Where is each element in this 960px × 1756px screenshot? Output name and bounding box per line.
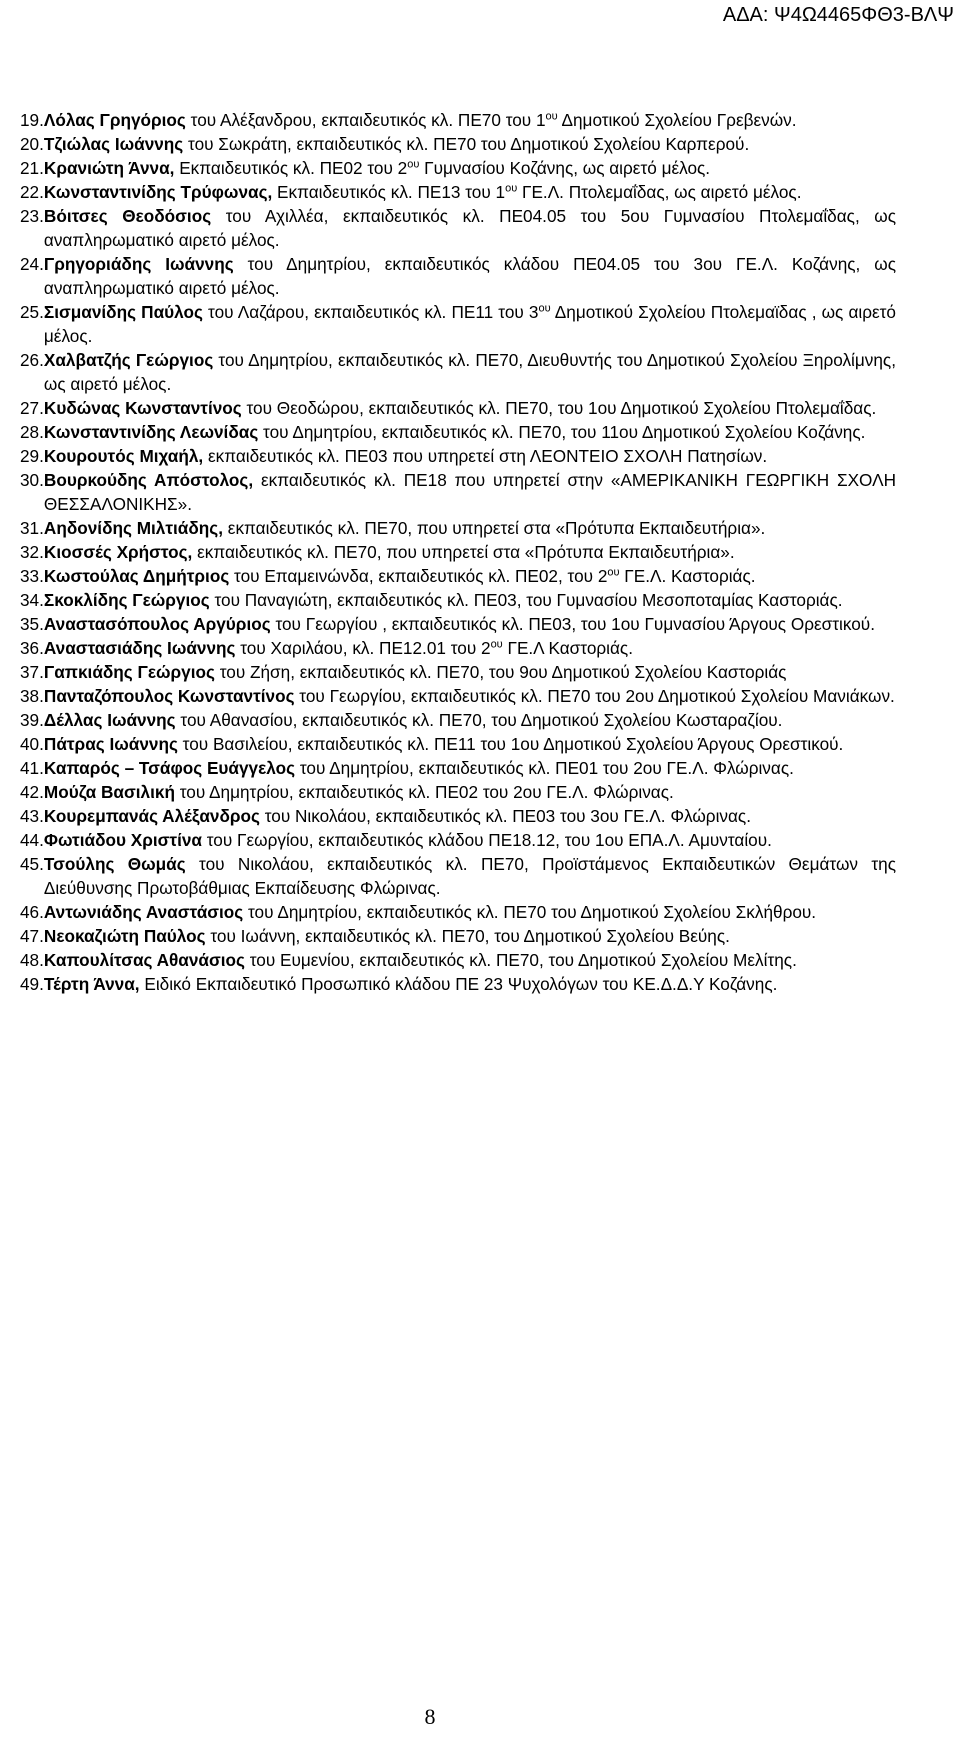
- list-item: [20, 828, 896, 852]
- member-details-rest: Δημοτικού Σχολείου Πτολεμαϊδας , ως αιρετό μέλος.: [43, 302, 896, 346]
- item-number: 29.: [20, 446, 44, 466]
- item-number: 32.: [20, 542, 44, 562]
- ordinal-suffix: ου: [490, 638, 503, 651]
- item-text: [44, 732, 896, 756]
- item-number: 28.: [20, 422, 44, 442]
- list-item: [20, 660, 896, 684]
- item-text: [44, 588, 896, 612]
- list-item: [20, 900, 896, 924]
- list-item: [20, 804, 896, 828]
- item-number: 38.: [20, 686, 44, 706]
- member-name: Κυδώνας Κωνσταντίνος: [43, 398, 242, 418]
- member-name: Κρανιώτη Άννα,: [43, 158, 175, 178]
- item-number: 19.: [20, 110, 44, 130]
- member-details: του Αλέξανδρου, εκπαιδευτικός κλ. ΠΕ70 του 1: [185, 110, 546, 130]
- member-name: Κουρεμπανάς Αλέξανδρος: [43, 806, 260, 826]
- ordinal-suffix: ου: [545, 110, 558, 123]
- member-name: Κωνσταντινίδης Λεωνίδας: [43, 422, 259, 442]
- member-details: του Δημητρίου, εκπαιδευτικός κλάδου ΠΕ04.05 του 3ου ΓΕ.Λ. Κοζάνης, ως αναπληρωματικό αιρετό μέλος.: [43, 254, 896, 298]
- member-details: του Γεωργίου, εκπαιδευτικός κλ. ΠΕ70 του 2ου Δημοτικού Σχολείου Μανιάκων.: [294, 686, 895, 706]
- list-item: [20, 396, 896, 420]
- member-details: του Βασιλείου, εκπαιδευτικός κλ. ΠΕ11 του 1ου Δημοτικού Σχολείου Άργους Ορεστικού.: [177, 734, 844, 754]
- member-details: εκπαιδευτικός κλ. ΠΕ70, που υπηρετεί στα «Πρότυπα Εκπαιδευτήρια».: [192, 542, 735, 562]
- member-details: του Λαζάρου, εκπαιδευτικός κλ. ΠΕ11 του 3: [202, 302, 539, 322]
- list-item: [20, 852, 896, 900]
- member-name: Φωτιάδου Χριστίνα: [43, 830, 202, 850]
- item-text: [44, 444, 896, 468]
- member-details: του Αχιλλέα, εκπαιδευτικός κλ. ΠΕ04.05 του 5ου Γυμνασίου Πτολεμαΐδας, ως αναπληρωματικό αιρετό μέλος.: [43, 206, 896, 250]
- member-name: Γαπκιάδης Γεώργιος: [43, 662, 215, 682]
- list-item: [20, 948, 896, 972]
- member-name: Καπουλίτσας Αθανάσιος: [43, 950, 245, 970]
- member-name: Πάτρας Ιωάννης: [43, 734, 178, 754]
- item-number: 34.: [20, 590, 44, 610]
- item-number: 40.: [20, 734, 44, 754]
- item-number: 35.: [20, 614, 44, 634]
- member-name: Κουρουτός Μιχαήλ,: [43, 446, 204, 466]
- member-name: Αναστασόπουλος Αργύριος: [43, 614, 271, 634]
- member-details: Εκπαιδευτικός κλ. ΠΕ02 του 2: [174, 158, 408, 178]
- document-ada-code: ΑΔΑ: Ψ4Ω4465ΦΘ3-ΒΛΨ: [722, 4, 954, 26]
- item-text: [44, 540, 896, 564]
- item-text: [44, 708, 896, 732]
- member-name: Σκοκλίδης Γεώργιος: [43, 590, 210, 610]
- item-number: 33.: [20, 566, 44, 586]
- item-number: 20.: [20, 134, 44, 154]
- member-details: του Ζήση, εκπαιδευτικός κλ. ΠΕ70, του 9ου Δημοτικού Σχολείου Καστοριάς: [214, 662, 787, 682]
- member-details: του Επαμεινώνδα, εκπαιδευτικός κλ. ΠΕ02, του 2: [229, 566, 608, 586]
- list-item: [20, 300, 896, 348]
- member-name: Αναστασιάδης Ιωάννης: [43, 638, 236, 658]
- member-name: Πανταζόπουλος Κωνσταντίνος: [43, 686, 295, 706]
- item-text: [44, 348, 896, 396]
- item-text: [44, 636, 896, 660]
- list-item: [20, 636, 896, 660]
- item-number: 23.: [20, 206, 44, 226]
- member-details: του Σωκράτη, εκπαιδευτικός κλ. ΠΕ70 του Δημοτικού Σχολείου Καρπερού.: [183, 134, 750, 154]
- member-name: Νεοκαζιώτη Παύλος: [43, 926, 206, 946]
- item-number: 24.: [20, 254, 44, 274]
- item-number: 31.: [20, 518, 44, 538]
- list-item: [20, 444, 896, 468]
- member-details: εκπαιδευτικός κλ. ΠΕ70, που υπηρετεί στα «Πρότυπα Εκπαιδευτήρια».: [223, 518, 766, 538]
- member-details: του Ευμενίου, εκπαιδευτικός κλ. ΠΕ70, του Δημοτικού Σχολείου Μελίτης.: [244, 950, 797, 970]
- list-item: [20, 156, 896, 180]
- member-name: Κωνσταντινίδης Τρύφωνας,: [43, 182, 273, 202]
- member-name: Κιοσσές Χρήστος,: [43, 542, 193, 562]
- list-item: [20, 564, 896, 588]
- item-text: [44, 156, 896, 180]
- member-details: του Αθανασίου, εκπαιδευτικός κλ. ΠΕ70, του Δημοτικού Σχολείου Κωσταραζίου.: [175, 710, 783, 730]
- member-name: Καπαρός – Τσάφος Ευάγγελος: [43, 758, 296, 778]
- item-number: 25.: [20, 302, 44, 322]
- item-number: 42.: [20, 782, 44, 802]
- list-item: [20, 924, 896, 948]
- member-details: Εκπαιδευτικός κλ. ΠΕ13 του 1: [272, 182, 506, 202]
- member-details: εκπαιδευτικός κλ. ΠΕ03 που υπηρετεί στη ΛΕΟΝΤΕΙΟ ΣΧΟΛΗ Πατησίων.: [203, 446, 768, 466]
- item-number: 41.: [20, 758, 44, 778]
- item-number: 47.: [20, 926, 44, 946]
- member-details: του Γεωργίου, εκπαιδευτικός κλάδου ΠΕ18.12, του 1ου ΕΠΑ.Λ. Αμυνταίου.: [201, 830, 772, 850]
- list-item: [20, 132, 896, 156]
- item-number: 45.: [20, 854, 44, 874]
- list-item: [20, 516, 896, 540]
- item-text: [44, 396, 896, 420]
- item-text: [44, 924, 896, 948]
- item-number: 36.: [20, 638, 44, 658]
- list-item: [20, 684, 896, 708]
- list-item: [20, 756, 896, 780]
- item-number: 48.: [20, 950, 44, 970]
- item-text: [44, 108, 896, 132]
- member-name: Τζιώλας Ιωάννης: [43, 134, 184, 154]
- member-details: του Χαριλάου, κλ. ΠΕ12.01 του 2: [235, 638, 491, 658]
- item-text: [44, 252, 896, 300]
- item-text: [44, 516, 896, 540]
- list-item: [20, 588, 896, 612]
- item-number: 21.: [20, 158, 44, 178]
- member-name: Τσούλης Θωμάς: [43, 854, 186, 874]
- member-name: Βουρκούδης Απόστολος,: [43, 470, 254, 490]
- item-number: 27.: [20, 398, 44, 418]
- item-text: [44, 204, 896, 252]
- ordinal-suffix: ου: [607, 566, 620, 579]
- item-text: [44, 180, 896, 204]
- item-text: [44, 852, 896, 900]
- item-number: 26.: [20, 350, 44, 370]
- member-details-rest: ΓΕ.Λ Καστοριάς.: [502, 638, 633, 658]
- list-item: [20, 180, 896, 204]
- item-number: 37.: [20, 662, 44, 682]
- list-item: [20, 204, 896, 252]
- item-text: [44, 468, 896, 516]
- item-text: [44, 804, 896, 828]
- member-details: του Δημητρίου, εκπαιδευτικός κλ. ΠΕ01 του 2ου ΓΕ.Λ. Φλώρινας.: [295, 758, 794, 778]
- item-number: 30.: [20, 470, 44, 490]
- item-text: [44, 420, 896, 444]
- member-name: Βόιτσες Θεοδόσιος: [43, 206, 212, 226]
- member-details: του Δημητρίου, εκπαιδευτικός κλ. ΠΕ02 του 2ου ΓΕ.Λ. Φλώρινας.: [174, 782, 674, 802]
- page-number: 8: [424, 1704, 436, 1729]
- item-text: [44, 828, 896, 852]
- item-number: 49.: [20, 974, 44, 994]
- list-item: [20, 972, 896, 996]
- member-details: του Θεοδώρου, εκπαιδευτικός κλ. ΠΕ70, του 1ου Δημοτικού Σχολείου Πτολεμαΐδας.: [241, 398, 877, 418]
- list-item: [20, 108, 896, 132]
- list-item: [20, 348, 896, 396]
- member-list: [20, 108, 896, 996]
- member-name: Σισμανίδης Παύλος: [43, 302, 203, 322]
- item-number: 22.: [20, 182, 44, 202]
- member-name: Μούζα Βασιλική: [43, 782, 175, 802]
- member-details-rest: ΓΕ.Λ. Καστοριάς.: [619, 566, 756, 586]
- ordinal-suffix: ου: [505, 182, 518, 195]
- item-number: 39.: [20, 710, 44, 730]
- item-number: 43.: [20, 806, 44, 826]
- list-item: [20, 252, 896, 300]
- member-details: του Δημητρίου, εκπαιδευτικός κλ. ΠΕ70 του Δημοτικού Σχολείου Σκλήθρου.: [243, 902, 817, 922]
- list-item: [20, 708, 896, 732]
- list-item: [20, 780, 896, 804]
- item-text: [44, 900, 896, 924]
- member-name: Αηδονίδης Μιλτιάδης,: [43, 518, 224, 538]
- list-item: [20, 420, 896, 444]
- member-details: του Δημητρίου, εκπαιδευτικός κλ. ΠΕ70, Διευθυντής του Δημοτικού Σχολείου Ξηρολίμνης, ως αιρετό μέλος.: [43, 350, 896, 394]
- list-item: [20, 732, 896, 756]
- item-number: 44.: [20, 830, 44, 850]
- item-text: [44, 132, 896, 156]
- member-details-rest: Γυμνασίου Κοζάνης, ως αιρετό μέλος.: [419, 158, 711, 178]
- member-details-rest: ΓΕ.Λ. Πτολεμαΐδας, ως αιρετό μέλος.: [517, 182, 802, 202]
- item-text: [44, 972, 896, 996]
- member-name: Γρηγοριάδης Ιωάννης: [43, 254, 234, 274]
- item-text: [44, 780, 896, 804]
- item-text: [44, 300, 896, 348]
- item-text: [44, 948, 896, 972]
- list-item: [20, 540, 896, 564]
- member-details: του Γεωργίου , εκπαιδευτικός κλ. ΠΕ03, του 1ου Γυμνασίου Άργους Ορεστικού.: [270, 614, 875, 634]
- item-text: [44, 564, 896, 588]
- member-details: του Δημητρίου, εκπαιδευτικός κλ. ΠΕ70, του 11ου Δημοτικού Σχολείου Κοζάνης.: [258, 422, 866, 442]
- member-name: Τέρτη Άννα,: [43, 974, 140, 994]
- member-name: Αντωνιάδης Αναστάσιος: [43, 902, 244, 922]
- member-details: του Νικολάου, εκπαιδευτικός κλ. ΠΕ03 του 3ου ΓΕ.Λ. Φλώρινας.: [259, 806, 751, 826]
- member-details: του Νικολάου, εκπαιδευτικός κλ. ΠΕ70, Προϊστάμενος Εκπαιδευτικών Θεμάτων της Διεύθυνσης Πρωτοβάθμιας Εκπαίδευσης Φλώρινας.: [43, 854, 896, 898]
- item-text: [44, 756, 896, 780]
- ordinal-suffix: ου: [538, 302, 551, 315]
- member-name: Δέλλας Ιωάννης: [43, 710, 176, 730]
- member-name: Χαλβατζής Γεώργιος: [43, 350, 214, 370]
- item-text: [44, 612, 896, 636]
- member-name: Λόλας Γρηγόριος: [43, 110, 186, 130]
- item-text: [44, 684, 896, 708]
- list-item: [20, 612, 896, 636]
- item-text: [44, 660, 896, 684]
- list-item: [20, 468, 896, 516]
- member-name: Κωστούλας Δημήτριος: [43, 566, 230, 586]
- ordinal-suffix: ου: [407, 158, 420, 171]
- member-details: του Ιωάννη, εκπαιδευτικός κλ. ΠΕ70, του Δημοτικού Σχολείου Βεύης.: [205, 926, 730, 946]
- member-details: του Παναγιώτη, εκπαιδευτικός κλ. ΠΕ03, του Γυμνασίου Μεσοποταμίας Καστοριάς.: [209, 590, 843, 610]
- member-details-rest: Δημοτικού Σχολείου Γρεβενών.: [557, 110, 797, 130]
- item-number: 46.: [20, 902, 44, 922]
- member-details: εκπαιδευτικός κλ. ΠΕ18 που υπηρετεί στην «ΑΜΕΡΙΚΑΝΙΚΗ ΓΕΩΡΓΙΚΗ ΣΧΟΛΗ ΘΕΣΣΑΛΟΝΙΚΗΣ».: [43, 470, 897, 514]
- member-details: Ειδικό Εκπαιδευτικό Προσωπικό κλάδου ΠΕ 23 Ψυχολόγων του ΚΕ.Δ.Δ.Υ Κοζάνης.: [139, 974, 778, 994]
